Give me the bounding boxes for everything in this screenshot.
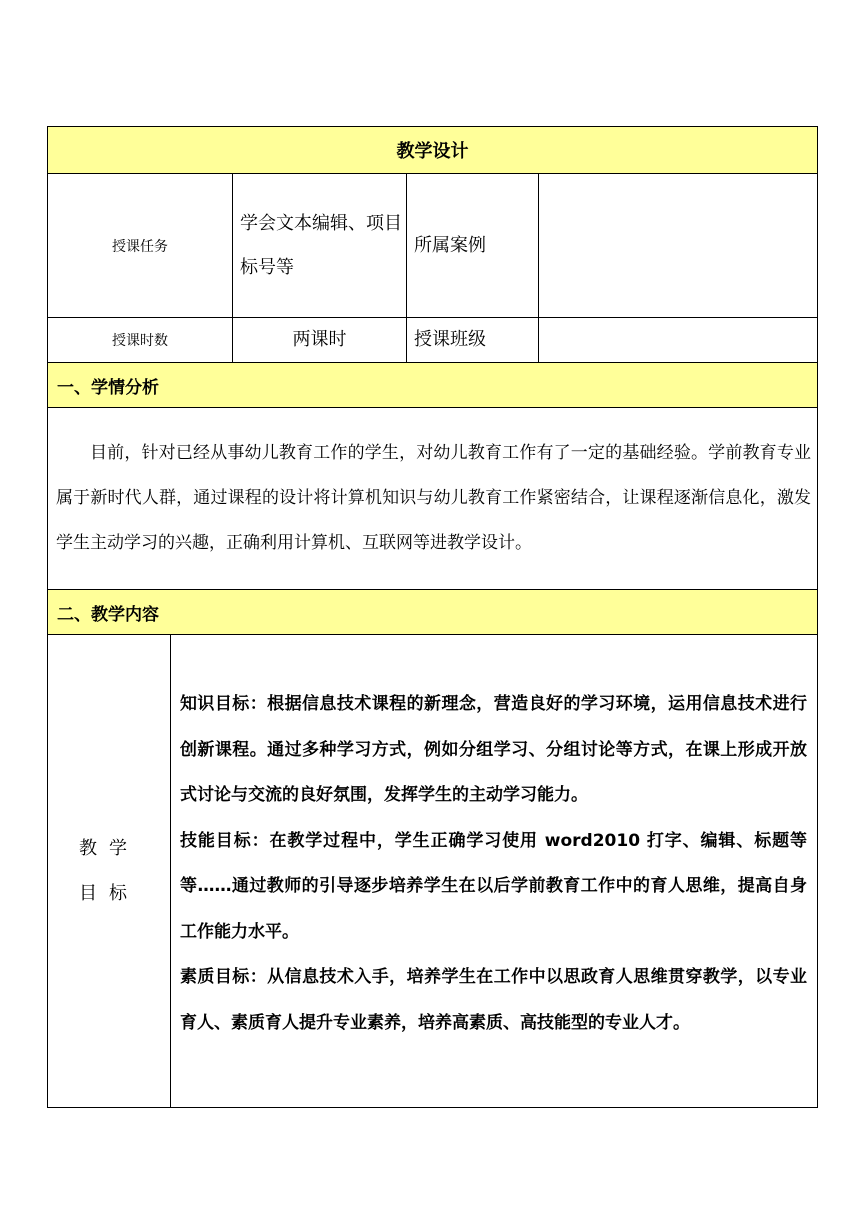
hours-label: 授课时数 — [48, 318, 233, 363]
lesson-plan-table — [47, 126, 818, 1108]
knowledge-goal: 知识目标：根据信息技术课程的新理念，营造良好的学习环境，运用信息技术进行创新课程。通过多种学习方式，例如分组学习、分组讨论等方式，在课上形成开放式讨论与交流的良好氛围，发挥学生的主动学习能力。 — [180, 694, 808, 805]
section-heading-content: 二、教学内容 — [48, 590, 818, 635]
document-title: 教学设计 — [48, 127, 818, 174]
class-label: 授课班级 — [407, 318, 539, 363]
task-label: 授课任务 — [48, 174, 233, 318]
goals-content — [171, 635, 818, 1108]
section-heading-analysis: 一、学情分析 — [48, 363, 818, 408]
hours-value: 两课时 — [233, 318, 407, 363]
class-value — [539, 318, 818, 363]
goals-label — [48, 635, 171, 1108]
task-value: 学会文本编辑、项目标号等 — [233, 174, 407, 318]
case-label: 所属案例 — [407, 174, 539, 318]
skill-goal: 技能目标：在教学过程中，学生正确学习使用 word2010 打字、编辑、标题等等……通过教师的引导逐步培养学生在以后学前教育工作中的育人思维，提高自身工作能力水平。 — [180, 830, 808, 942]
goals-label-line2: 目标 — [79, 883, 139, 904]
analysis-paragraph: 目前，针对已经从事幼儿教育工作的学生，对幼儿教育工作有了一定的基础经验。学前教育专业属于新时代人群，通过课程的设计将计算机知识与幼儿教育工作紧密结合，让课程逐渐信息化，激发学生主动学习的兴趣，正确利用计算机、互联网等进教学设计。 — [48, 408, 818, 590]
case-value — [539, 174, 818, 318]
goals-label-line1: 教学 — [79, 838, 139, 859]
lesson-plan-document — [47, 126, 817, 1108]
quality-goal: 素质目标：从信息技术入手，培养学生在工作中以思政育人思维贯穿教学，以专业育人、素质育人提升专业素养，培养高素质、高技能型的专业人才。 — [180, 967, 808, 1033]
